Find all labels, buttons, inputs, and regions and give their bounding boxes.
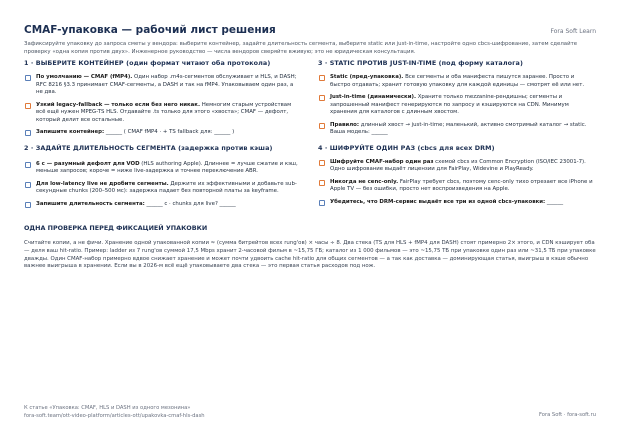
item-bold: Узкий legacy-fallback — только если без него никак. (36, 101, 201, 108)
item-text: Держите их эффективными и добавьте sub-секундные chunks (200–500 мс): задержка падает без повторной платы за keyframe. (36, 180, 297, 194)
section-subtitle: (под форму каталога) (438, 59, 523, 67)
section-title: ЗАДАЙТЕ ДЛИТЕЛЬНОСТЬ СЕГМЕНТА (35, 143, 176, 152)
item-bold: Для low-latency live не дробите сегменты. (36, 180, 169, 187)
footer-url[interactable]: fora-soft.team/ott-video-platform/articles-ott/upakovka-cmaf-hls-dash (24, 413, 205, 419)
item-text: Один набор .m4s-сегментов обслуживает и HLS, и DASH; RFC 8216 §3.3 принимает CMAF-сегменты, а DASH и так на fMP4. Упаковываем один раз, а не два. (36, 74, 297, 95)
right-column (318, 58, 594, 206)
section-title: ШИФРУЙТЕ ОДИН РАЗ (329, 143, 416, 152)
checkbox[interactable] (25, 182, 31, 188)
checkbox[interactable] (25, 75, 31, 81)
checkbox[interactable] (25, 202, 31, 208)
section-number: 3 · (318, 59, 328, 67)
checklist-item (24, 74, 300, 97)
intro-text: Зафиксируйте упаковку до запроса сметы у вендора: выберите контейнер, задайте длительность сегмента, выберите static или just-in-time, настройте одно cbcs-шифрование, затем сделайте проверку «одна копия против двух». Инженерное руководство — числа вендоров сверяйте вживую; это не юридическая консультация. (24, 41, 578, 55)
checkbox[interactable] (319, 75, 325, 81)
item-bold: Запишите контейнер: (36, 129, 105, 135)
checklist-item (318, 74, 594, 89)
checkbox[interactable] (319, 95, 325, 101)
item-bold: Никогда не cenc-only. (330, 178, 399, 185)
section-title: STATIC ПРОТИВ JUST-IN-TIME (329, 59, 437, 67)
item-bold: Static (пред-упаковка). (330, 74, 404, 80)
brand-label: Fora Soft Learn (550, 28, 596, 35)
section-number: 1 · (24, 59, 34, 67)
item-text: ______ с · chunks для live? ______ (144, 200, 236, 207)
item-text: (HLS authoring Apple). Длиннее = лучше сжатие и кэш, меньше запросов; короче = ниже live-задержка и точнее переключение ABR. (36, 160, 298, 174)
section-4-heading (318, 143, 594, 153)
checkbox[interactable] (25, 162, 31, 168)
page-header (24, 24, 596, 40)
checklist-item (24, 102, 300, 125)
checklist-item (24, 201, 300, 209)
item-text: схемой cbcs из Common Encryption (ISO/IEC 23001-7). Одно шифрование выдаёт лицензии для FairPlay, Widevine и PlayReady. (330, 158, 586, 172)
section-number: 2 · (24, 143, 34, 152)
item-text: длинный хвост → just-in-time; маленький, активно смотримый каталог → static. Ваша модель: ______ (330, 121, 587, 135)
checkbox[interactable] (25, 130, 31, 136)
checkbox[interactable] (319, 123, 325, 129)
checklist-item (24, 181, 300, 196)
item-bold: Шифруйте CMAF-набор один раз (330, 158, 434, 165)
footer-article: К статье «Упаковка: CMAF, HLS и DASH из одного мезонина» (24, 405, 191, 411)
item-bold: Правило: (330, 121, 360, 128)
left-column (24, 58, 300, 208)
checklist-item (24, 161, 300, 176)
section-1-heading (24, 58, 300, 68)
item-text: FairPlay требует cbcs, поэтому cenc-only тихо отрезает все iPhone и Apple TV — без ошибки, просто нет воспроизведения на Apple. (330, 178, 593, 192)
item-bold: Just-in-time (динамически). (330, 94, 417, 100)
checklist-item (318, 159, 594, 174)
verify-body: Считайте копии, а не фичи. Хранение одной упакованной копии ≈ (сумма битрейтов всех rung'ов) × часы ÷ 8. Два стека (TS для HLS + fMP4 для DASH) стоят примерно 2× этого, и CDN кэширует оба — деля ваш hit-ratio. Пример: ladder из 7 rung'ов суммой 17,5 Mbps хранит 2-часовой фильм в ~15,75 ГБ; каталог из 1 000 фильмов — это ~15,75 ТБ при упаковке один раз или ~31,5 ТБ при упаковке дважды. Один CMAF-набор примерно вдвое снижает хранение и может почти удвоить cache hit-ratio для общих сегментов — а так как доставка — доминирующая статья, выигрыш в кэше обычно важнее выигрыша в хранении. Если вы в 2026-м всё ещё упаковываете два стека — это первая статья расходов под нож. (24, 240, 596, 270)
item-text: Все сегменты и оба манифеста пишутся заранее. Просто и быстро отдавать; хранит готовую упаковку для каждой единицы — смотрят её или нет. (330, 74, 585, 88)
item-bold: Убедитесь, что DRM-сервис выдаёт все три из одной cbcs-упаковки: (330, 198, 546, 205)
item-text: ______ ( CMAF fMP4 · + TS fallback для: ______ ) (104, 129, 235, 135)
section-3-heading (318, 58, 594, 68)
checklist-item (24, 129, 300, 137)
checkbox[interactable] (319, 200, 325, 206)
verify-heading: ОДНА ПРОВЕРКА ПЕРЕД ФИКСАЦИЕЙ УПАКОВКИ (24, 224, 208, 232)
section-subtitle: (задержка против кэша) (178, 143, 273, 152)
section-subtitle: (cbcs для всех DRM) (417, 143, 495, 152)
checkbox[interactable] (319, 180, 325, 186)
footer-source (24, 404, 205, 420)
item-text: ______ (545, 198, 564, 205)
item-text: Немногим старым устройствам всё ещё нужен MPEG-TS HLS. Отдавайте .ts только для этого «хвоста»; CMAF — дефолт, который делит все остальные. (36, 101, 292, 123)
section-2-heading (24, 143, 300, 153)
footer-brand: Fora Soft · fora-soft.ru (538, 412, 596, 418)
checklist-item (318, 179, 594, 194)
item-text: Храните только mezzanine-рендишны; сегменты и запрошенный манифест генерируются по запросу и кэшируются на CDN. Минимум хранения для каталогов с длинным хвостом. (330, 94, 569, 115)
item-bold: По умолчанию — CMAF (fMP4). (36, 74, 133, 80)
section-title: ВЫБЕРИТЕ КОНТЕЙНЕР (35, 59, 124, 67)
checklist-item (318, 199, 594, 207)
section-subtitle: (один формат читают оба протокола) (126, 59, 271, 67)
checklist-item (318, 94, 594, 117)
item-bold: 6 с — разумный дефолт для VOD (36, 160, 140, 167)
item-bold: Запишите длительность сегмента: (36, 200, 145, 207)
section-number: 4 · (318, 143, 328, 152)
checkbox[interactable] (25, 103, 31, 109)
page-title: CMAF-упаковка — рабочий лист решения (24, 24, 276, 36)
checklist-item (318, 122, 594, 137)
checkbox[interactable] (319, 160, 325, 166)
